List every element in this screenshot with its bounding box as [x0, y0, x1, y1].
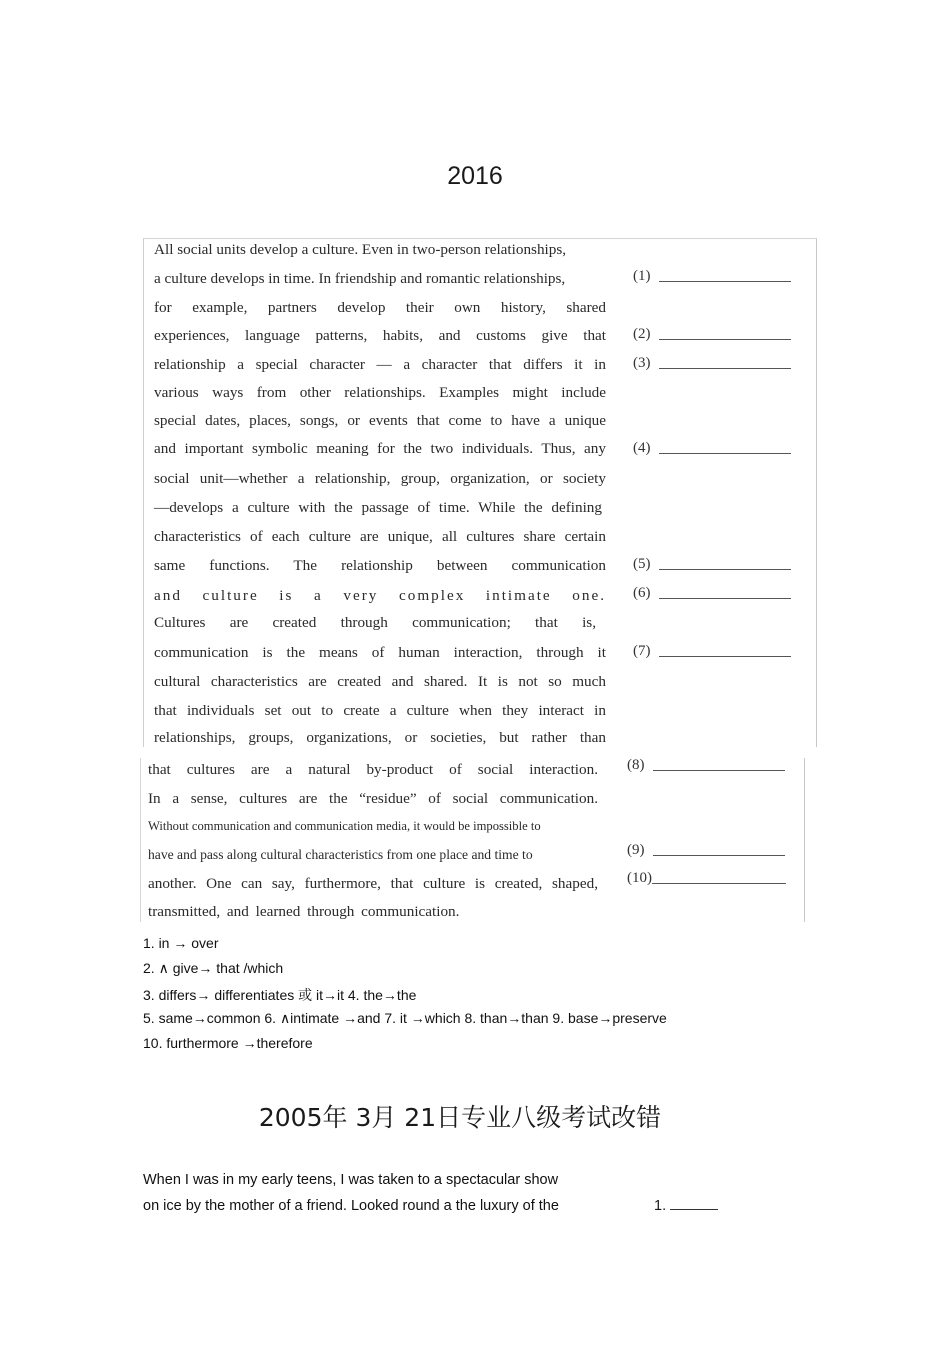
answer-key-line: 10. furthermore →therefore — [143, 1035, 313, 1051]
answer-key-line: 5. same→common 6. ∧intimate →and 7. it →which 8. than→than 9. base→preserve — [143, 1010, 667, 1026]
passage-line: relationships, groups, organizations, or societies, but rather than — [154, 729, 606, 746]
passage-line: relationship a special character — a character that differs it in — [154, 356, 606, 373]
passage-line: have and pass along cultural characteristics from one place and time to — [148, 847, 533, 862]
answer-blank[interactable]: (6) — [633, 585, 791, 602]
answer-blank[interactable]: (9) — [627, 842, 785, 859]
passage-line: When I was in my early teens, I was taken to a spectacular show — [143, 1172, 559, 1188]
answer-blank[interactable]: (1) — [633, 268, 791, 285]
passage-line: In a sense, cultures are the “residue” of social communication. — [148, 790, 598, 807]
answer-key-line: 1. in → over — [143, 935, 219, 951]
passage-line: and important symbolic meaning for the two individuals. Thus, any — [154, 440, 606, 457]
section-heading-2016: 2016 — [447, 162, 503, 190]
answer-blank[interactable]: (5) — [633, 556, 791, 573]
passage-line: and culture is a very complex intimate one. — [154, 587, 606, 604]
passage-line: characteristics of each culture are unique, all cultures share certain — [154, 528, 606, 545]
passage-line: various ways from other relationships. Examples might include — [154, 384, 606, 401]
passage-line: on ice by the mother of a friend. Looked round a the luxury of the — [143, 1198, 559, 1214]
answer-blank[interactable]: (4) — [633, 440, 791, 457]
passage-line: Cultures are created through communication; that is, — [154, 614, 596, 631]
answer-blank[interactable]: (10) — [627, 870, 786, 887]
passage-line: All social units develop a culture. Even in two-person relationships, — [154, 241, 567, 258]
passage-line: that cultures are a natural by-product of social interaction. — [148, 761, 598, 778]
passage-line: that individuals set out to create a culture when they interact in — [154, 702, 606, 719]
answer-blank[interactable]: (2) — [633, 326, 791, 343]
passage-line: experiences, language patterns, habits, and customs give that — [154, 327, 606, 344]
answer-key-line: 3. differs→ differentiates 或 it→it 4. the→the — [143, 987, 417, 1003]
passage-line: special dates, places, songs, or events that come to have a unique — [154, 412, 606, 429]
answer-blank[interactable]: 1. — [654, 1198, 718, 1214]
passage-line: —develops a culture with the passage of time. While the defining — [154, 499, 602, 516]
answer-blank[interactable]: (3) — [633, 355, 791, 372]
answer-blank[interactable]: (8) — [627, 757, 785, 774]
passage-line: communication is the means of human interaction, through it — [154, 644, 606, 661]
passage-line: another. One can say, furthermore, that culture is created, shaped, — [148, 875, 598, 892]
passage-line: transmitted, and learned through communication. — [148, 903, 460, 920]
passage-line: same functions. The relationship between communication — [154, 557, 606, 574]
passage-line: cultural characteristics are created and shared. It is not so much — [154, 673, 606, 690]
passage-box-2 — [140, 758, 805, 922]
passage-line: for example, partners develop their own history, shared — [154, 299, 606, 316]
section-heading-2005: 2005年 3月 21日专业八级考试改错 — [258, 1103, 662, 1132]
answer-key-line: 2. ∧ give→ that /which — [143, 960, 284, 976]
answer-blank[interactable]: (7) — [633, 643, 791, 660]
passage-line: social unit—whether a relationship, group, organization, or society — [154, 470, 606, 487]
passage-line: Without communication and communication media, it would be impossible to — [148, 819, 541, 833]
passage-line: a culture develops in time. In friendship and romantic relationships, — [154, 270, 566, 287]
